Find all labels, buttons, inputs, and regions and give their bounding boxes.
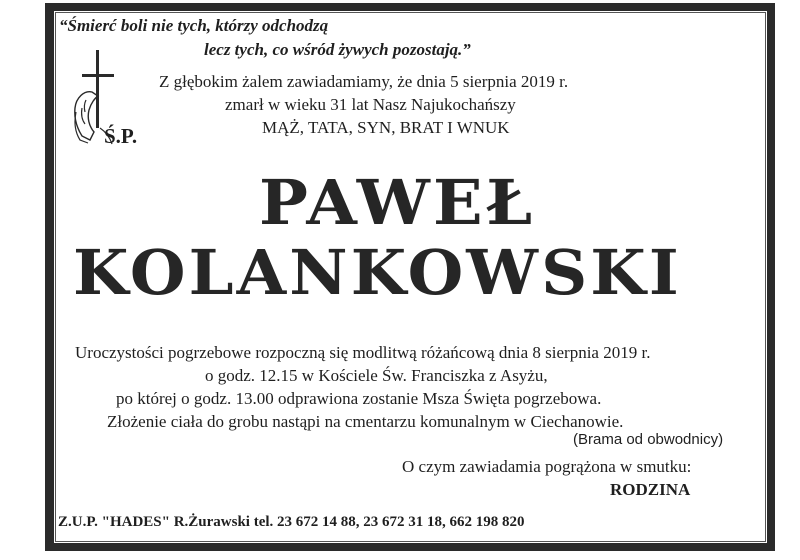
announcement-line-3: MĄŻ, TATA, SYN, BRAT I WNUK xyxy=(262,118,510,137)
announcement-line-2: zmarł w wieku 31 lat Nasz Najukochańszy xyxy=(225,95,516,114)
sp-label: Ś.P. xyxy=(104,124,138,148)
quote-line-1: “Śmierć boli nie tych, którzy odchodzą xyxy=(59,16,329,35)
undertaker-footer: Z.U.P. "HADES" R.Żurawski tel. 23 672 14 88, 23 672 31 18, 662 198 820 xyxy=(58,514,525,530)
gate-note: (Brama od obwodnicy) xyxy=(573,431,724,448)
deceased-last-name: KOLANKOWSKI xyxy=(73,236,682,309)
signature: RODZINA xyxy=(610,480,691,499)
quote-line-2: lecz tych, co wśród żywych pozostają.” xyxy=(204,40,471,59)
ceremony-line-4: Złożenie ciała do grobu nastąpi na cmentarzu komunalnym w Ciechanowie. xyxy=(107,412,624,431)
announcement-line-1: Z głębokim żalem zawiadamiamy, że dnia 5 sierpnia 2019 r. xyxy=(159,72,569,91)
ceremony-line-1: Uroczystości pogrzebowe rozpoczną się modlitwą różańcową dnia 8 sierpnia 2019 r. xyxy=(75,343,651,362)
ceremony-line-3: po której o godz. 13.00 odprawiona zostanie Msza Święta pogrzebowa. xyxy=(116,389,602,408)
ceremony-line-2: o godz. 12.15 w Kościele Św. Franciszka z Asyżu, xyxy=(205,366,548,385)
closing-line: O czym zawiadamia pogrążona w smutku: xyxy=(402,457,692,476)
deceased-first-name: PAWEŁ xyxy=(259,166,536,239)
